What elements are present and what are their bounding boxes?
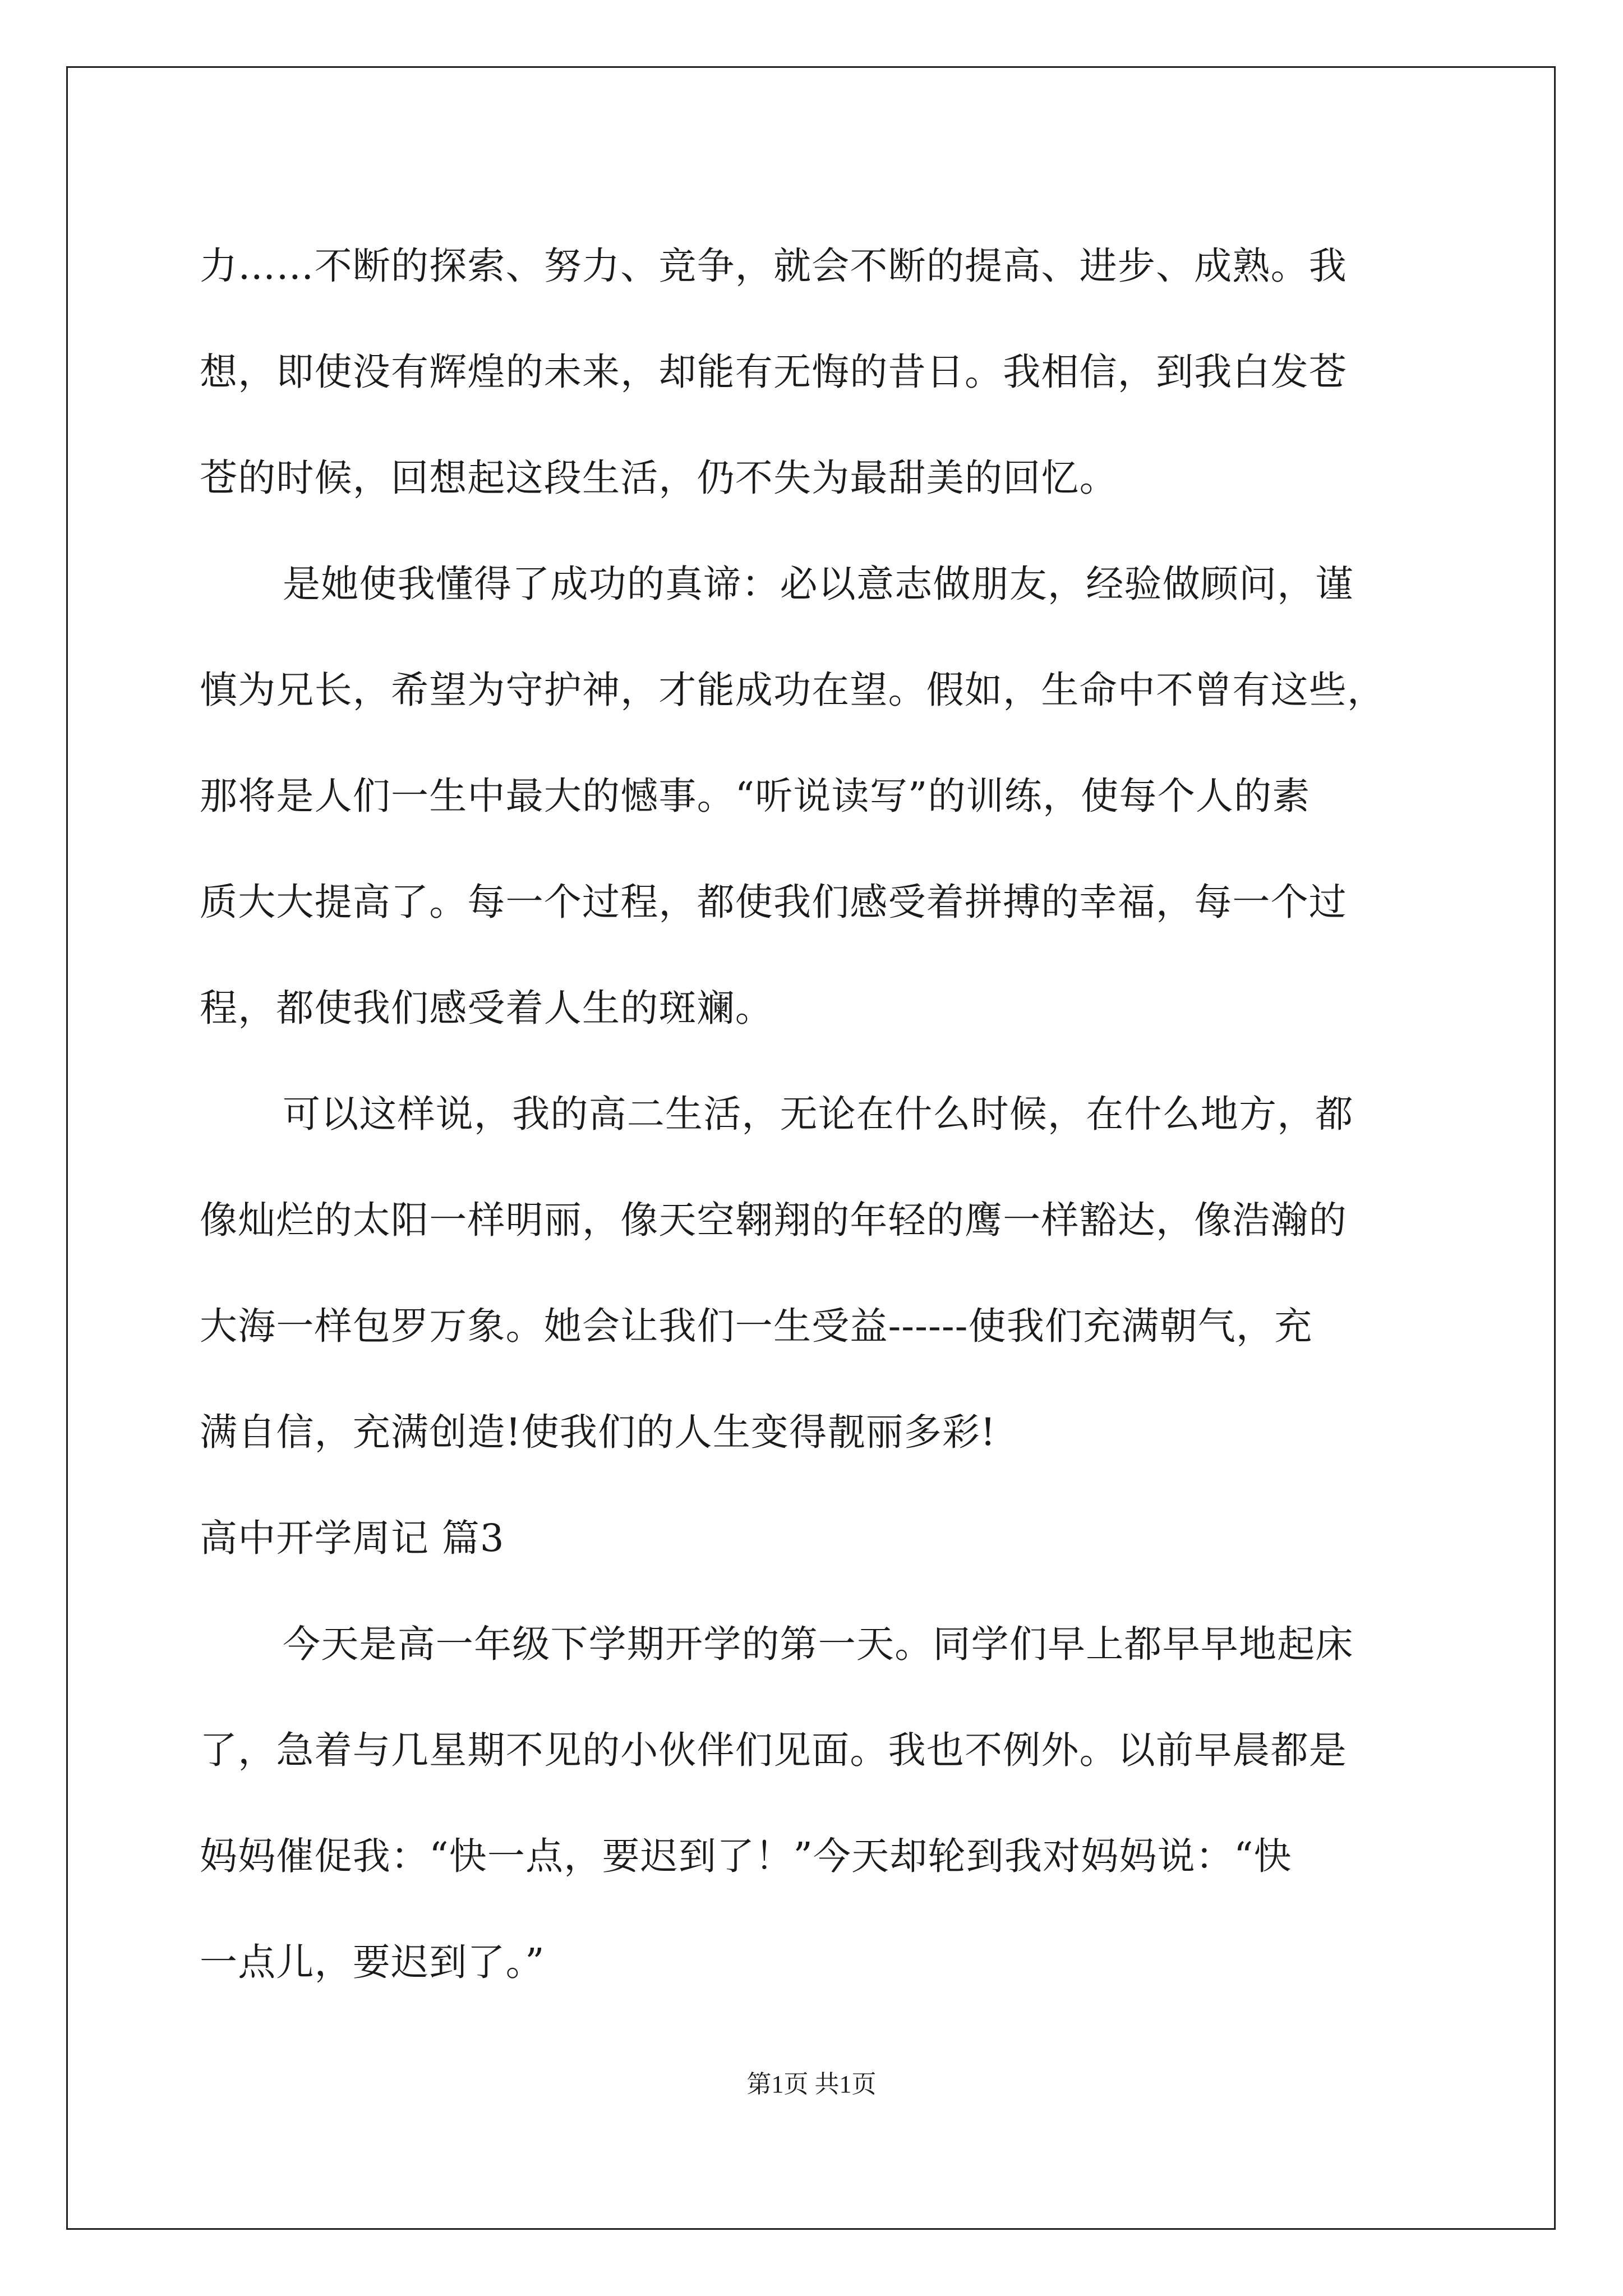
text-line: 了，急着与几星期不见的小伙伴们见面。我也不例外。以前早晨都是 <box>200 1728 1347 1772</box>
text-line: 程，都使我们感受着人生的斑斓。 <box>200 986 773 1030</box>
paragraph-4 <box>200 1591 1439 2016</box>
text-line: 满自信，充满创造!使我们的人生变得靓丽多彩! <box>200 1410 997 1454</box>
text-line: 像灿烂的太阳一样明丽，像天空翱翔的年轻的鹰一样豁达，像浩瀚的 <box>200 1198 1347 1242</box>
text-line: 大海一样包罗万象。她会让我们一生受益------使我们充满朝气，充 <box>200 1304 1313 1348</box>
document-body <box>200 213 1439 2016</box>
paragraph-1 <box>200 213 1439 531</box>
text-line: 苍的时候，回想起这段生活，仍不失为最甜美的回忆。 <box>200 456 1118 500</box>
text-line: 可以这样说，我的高二生活，无论在什么时候，在什么地方，都 <box>283 1092 1354 1136</box>
text-line: 妈妈催促我：“快一点，要迟到了！”今天却轮到我对妈妈说：“快 <box>200 1834 1292 1878</box>
text-line: 慎为兄长，希望为守护神，才能成功在望。假如，生命中不曾有这些， <box>200 668 1386 712</box>
page-number-footer: 第1页 共1页 <box>746 2070 877 2098</box>
text-line: 今天是高一年级下学期开学的第一天。同学们早上都早早地起床 <box>283 1622 1354 1666</box>
text-line: 那将是人们一生中最大的憾事。“听说读写”的训练，使每个人的素 <box>200 774 1311 818</box>
text-line: 质大大提高了。每一个过程，都使我们感受着拼搏的幸福，每一个过 <box>200 880 1347 924</box>
paragraph-2 <box>200 531 1439 1061</box>
paragraph-3 <box>200 1061 1439 1485</box>
text-line: 力……不断的探索、努力、竞争，就会不断的提高、进步、成熟。我 <box>200 244 1347 288</box>
text-line: 一点儿，要迟到了。” <box>200 1940 545 1984</box>
section-heading: 高中开学周记 篇3 <box>200 1516 505 1560</box>
text-line: 是她使我懂得了成功的真谛：必以意志做朋友，经验做顾问，谨 <box>283 562 1354 606</box>
text-line: 想，即使没有辉煌的未来，却能有无悔的昔日。我相信，到我白发苍 <box>200 350 1347 394</box>
